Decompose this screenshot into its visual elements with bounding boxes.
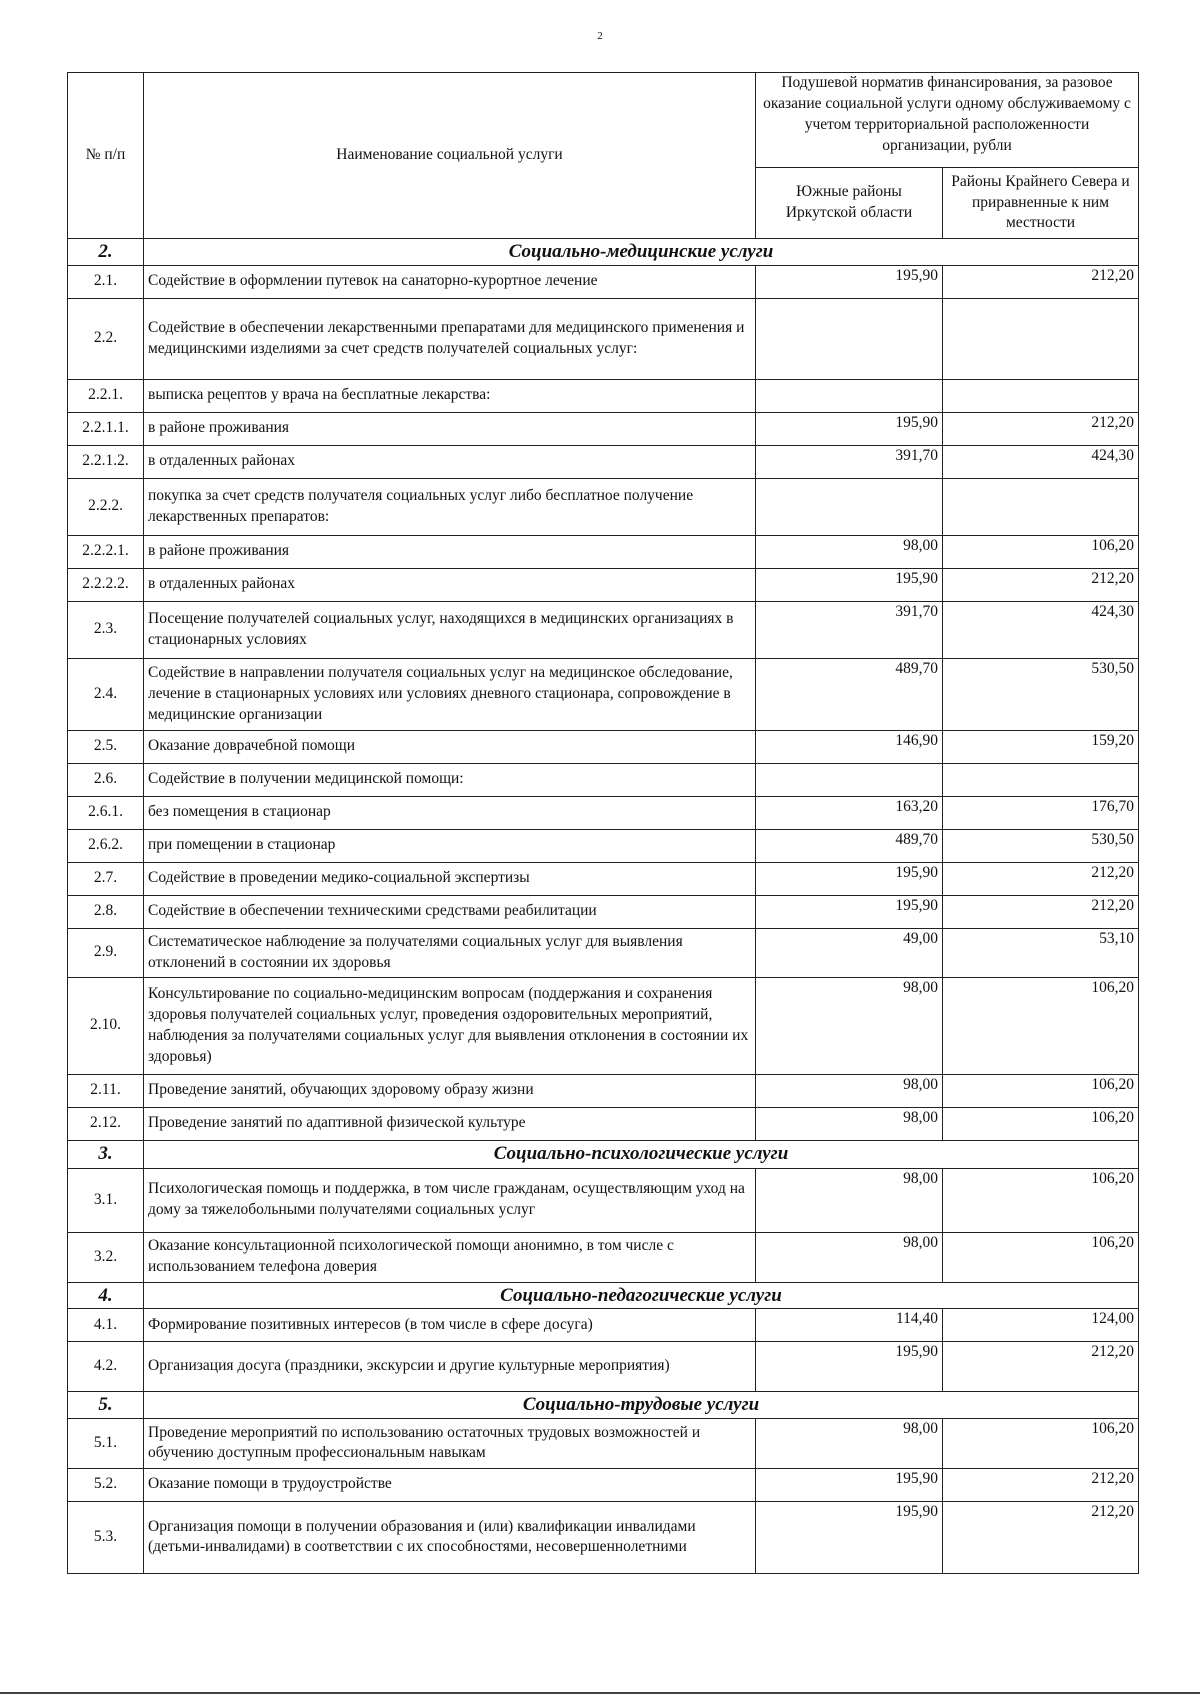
- service-number: 2.2.2.2.: [68, 568, 144, 601]
- table-row: [68, 1074, 1139, 1107]
- service-number: 2.9.: [68, 928, 144, 977]
- table-row: [68, 265, 1139, 298]
- south-price: 195,90: [756, 862, 943, 895]
- service-number: 4.1.: [68, 1309, 144, 1342]
- header-funding-norm: Подушевой норматив финансирования, за разовое оказание социальной услуги одному обслуживаемому с учетом территориальной расположенности организации, рубли: [756, 73, 1139, 168]
- table-row: [68, 895, 1139, 928]
- table-row: [68, 568, 1139, 601]
- table-row: [68, 1232, 1139, 1282]
- south-price: 163,20: [756, 796, 943, 829]
- north-price: 106,20: [943, 1074, 1139, 1107]
- south-price: 146,90: [756, 730, 943, 763]
- north-price: 212,20: [943, 862, 1139, 895]
- south-price: 195,90: [756, 1468, 943, 1501]
- table-body: [68, 239, 1139, 1574]
- service-number: 2.10.: [68, 977, 144, 1074]
- table-row: [68, 445, 1139, 478]
- north-price: [943, 763, 1139, 796]
- service-name: Проведение мероприятий по использованию остаточных трудовых возможностей и обучению доступным профессиональным навыкам: [144, 1418, 756, 1468]
- south-price: 195,90: [756, 412, 943, 445]
- table-row: [68, 796, 1139, 829]
- service-name: Проведение занятий, обучающих здоровому образу жизни: [144, 1074, 756, 1107]
- service-number: 2.6.: [68, 763, 144, 796]
- service-name: Содействие в проведении медико-социальной экспертизы: [144, 862, 756, 895]
- north-price: 212,20: [943, 265, 1139, 298]
- service-name: покупка за счет средств получателя социальных услуг либо бесплатное получение лекарственных препаратов:: [144, 478, 756, 535]
- service-name: Систематическое наблюдение за получателями социальных услуг для выявления отклонений в состоянии их здоровья: [144, 928, 756, 977]
- service-number: 5.3.: [68, 1501, 144, 1573]
- north-price: 212,20: [943, 1501, 1139, 1573]
- service-name: Формирование позитивных интересов (в том числе в сфере досуга): [144, 1309, 756, 1342]
- service-number: 2.7.: [68, 862, 144, 895]
- section-number: 2.: [68, 239, 144, 266]
- table-row: [68, 829, 1139, 862]
- service-number: 2.2.1.: [68, 379, 144, 412]
- page-number: 2: [597, 30, 603, 42]
- service-name: Посещение получателей социальных услуг, находящихся в медицинских организациях в стационарных условиях: [144, 601, 756, 658]
- service-name: Оказание помощи в трудоустройстве: [144, 1468, 756, 1501]
- south-price: 98,00: [756, 1418, 943, 1468]
- table-row: [68, 412, 1139, 445]
- service-name: в отдаленных районах: [144, 568, 756, 601]
- service-name: без помещения в стационар: [144, 796, 756, 829]
- north-price: 212,20: [943, 1342, 1139, 1392]
- service-name: Содействие в направлении получателя социальных услуг на медицинское обследование, лечение в стационарных условиях или условиях дневного стационара, сопровождение в медицинские организации: [144, 658, 756, 730]
- service-number: 2.2.: [68, 298, 144, 379]
- service-name: Содействие в оформлении путевок на санаторно-курортное лечение: [144, 265, 756, 298]
- header-number: № п/п: [68, 73, 144, 239]
- section-title: Социально-медицинские услуги: [144, 239, 1139, 266]
- section-number: 3.: [68, 1140, 144, 1168]
- table-row: [68, 1107, 1139, 1140]
- north-price: 53,10: [943, 928, 1139, 977]
- section-row: [68, 1392, 1139, 1419]
- service-name: Содействие в получении медицинской помощи:: [144, 763, 756, 796]
- north-price: 106,20: [943, 1168, 1139, 1232]
- service-name: Проведение занятий по адаптивной физической культуре: [144, 1107, 756, 1140]
- table-row: [68, 298, 1139, 379]
- section-row: [68, 1282, 1139, 1309]
- service-number: 2.2.2.: [68, 478, 144, 535]
- service-number: 5.1.: [68, 1418, 144, 1468]
- north-price: 530,50: [943, 829, 1139, 862]
- service-name: в отдаленных районах: [144, 445, 756, 478]
- service-number: 2.11.: [68, 1074, 144, 1107]
- service-number: 2.2.1.1.: [68, 412, 144, 445]
- service-name: в районе проживания: [144, 412, 756, 445]
- section-title: Социально-трудовые услуги: [144, 1392, 1139, 1419]
- north-price: 159,20: [943, 730, 1139, 763]
- section-title: Социально-педагогические услуги: [144, 1282, 1139, 1309]
- south-price: 391,70: [756, 601, 943, 658]
- north-price: 106,20: [943, 1107, 1139, 1140]
- table-row: [68, 658, 1139, 730]
- service-name: в районе проживания: [144, 535, 756, 568]
- north-price: 212,20: [943, 568, 1139, 601]
- south-price: 195,90: [756, 568, 943, 601]
- table-row: [68, 928, 1139, 977]
- table-row: [68, 862, 1139, 895]
- north-price: 124,00: [943, 1309, 1139, 1342]
- header-north-regions: Районы Крайнего Севера и приравненные к ним местности: [943, 168, 1139, 239]
- north-price: 424,30: [943, 445, 1139, 478]
- table-row: [68, 535, 1139, 568]
- north-price: 106,20: [943, 1418, 1139, 1468]
- service-number: 2.6.2.: [68, 829, 144, 862]
- service-name: Оказание консультационной психологической помощи анонимно, в том числе с использованием телефона доверия: [144, 1232, 756, 1282]
- service-number: 3.1.: [68, 1168, 144, 1232]
- services-table: [67, 72, 1139, 1574]
- table-header: [68, 73, 1139, 239]
- south-price: [756, 478, 943, 535]
- north-price: [943, 298, 1139, 379]
- south-price: [756, 379, 943, 412]
- north-price: [943, 478, 1139, 535]
- table-row: [68, 379, 1139, 412]
- south-price: 195,90: [756, 265, 943, 298]
- north-price: 212,20: [943, 412, 1139, 445]
- service-name: при помещении в стационар: [144, 829, 756, 862]
- south-price: 98,00: [756, 535, 943, 568]
- north-price: 212,20: [943, 895, 1139, 928]
- service-name: Психологическая помощь и поддержка, в том числе гражданам, осуществляющим уход на дому за тяжелобольными получателями социальных услуг: [144, 1168, 756, 1232]
- section-title: Социально-психологические услуги: [144, 1140, 1139, 1168]
- table-row: [68, 730, 1139, 763]
- section-row: [68, 1140, 1139, 1168]
- table-row: [68, 977, 1139, 1074]
- north-price: 212,20: [943, 1468, 1139, 1501]
- service-number: 5.2.: [68, 1468, 144, 1501]
- service-name: Организация досуга (праздники, экскурсии и другие культурные мероприятия): [144, 1342, 756, 1392]
- south-price: 49,00: [756, 928, 943, 977]
- service-number: 2.3.: [68, 601, 144, 658]
- header-service-name: Наименование социальной услуги: [144, 73, 756, 239]
- south-price: 98,00: [756, 1107, 943, 1140]
- service-name: Содействие в обеспечении лекарственными препаратами для медицинского применения и медицинскими изделиями за счет средств получателей социальных услуг:: [144, 298, 756, 379]
- table-row: [68, 1309, 1139, 1342]
- service-number: 2.6.1.: [68, 796, 144, 829]
- south-price: 98,00: [756, 1074, 943, 1107]
- section-number: 5.: [68, 1392, 144, 1419]
- service-number: 2.4.: [68, 658, 144, 730]
- service-number: 2.5.: [68, 730, 144, 763]
- south-price: 98,00: [756, 1232, 943, 1282]
- table-row: [68, 763, 1139, 796]
- section-row: [68, 239, 1139, 266]
- table-row: [68, 478, 1139, 535]
- north-price: 106,20: [943, 535, 1139, 568]
- service-name: выписка рецептов у врача на бесплатные лекарства:: [144, 379, 756, 412]
- table-row: [68, 601, 1139, 658]
- header-south-regions: Южные районы Иркутской области: [756, 168, 943, 239]
- service-name: Организация помощи в получении образования и (или) квалификации инвалидами (детьми-инвалидами) в соответствии с их способностями, несовершеннолетними: [144, 1501, 756, 1573]
- table-row: [68, 1468, 1139, 1501]
- service-number: 2.2.2.1.: [68, 535, 144, 568]
- service-number: 4.2.: [68, 1342, 144, 1392]
- service-name: Консультирование по социально-медицинским вопросам (поддержания и сохранения здоровья получателей социальных услуг, проведения оздоровительных мероприятий, наблюдения за получателями социальных услуг для выявления отклонения в состоянии их здоровья): [144, 977, 756, 1074]
- service-number: 2.2.1.2.: [68, 445, 144, 478]
- service-name: Содействие в обеспечении техническими средствами реабилитации: [144, 895, 756, 928]
- south-price: 195,90: [756, 895, 943, 928]
- service-number: 2.12.: [68, 1107, 144, 1140]
- south-price: 114,40: [756, 1309, 943, 1342]
- north-price: 106,20: [943, 977, 1139, 1074]
- south-price: 98,00: [756, 977, 943, 1074]
- south-price: 195,90: [756, 1342, 943, 1392]
- north-price: 424,30: [943, 601, 1139, 658]
- table-row: [68, 1168, 1139, 1232]
- south-price: 489,70: [756, 829, 943, 862]
- north-price: 530,50: [943, 658, 1139, 730]
- south-price: 98,00: [756, 1168, 943, 1232]
- south-price: 391,70: [756, 445, 943, 478]
- table-row: [68, 1342, 1139, 1392]
- page-bottom-edge: [0, 1692, 1200, 1694]
- service-number: 3.2.: [68, 1232, 144, 1282]
- table-row: [68, 1501, 1139, 1573]
- service-name: Оказание доврачебной помощи: [144, 730, 756, 763]
- north-price: [943, 379, 1139, 412]
- table-row: [68, 1418, 1139, 1468]
- south-price: 489,70: [756, 658, 943, 730]
- section-number: 4.: [68, 1282, 144, 1309]
- north-price: 106,20: [943, 1232, 1139, 1282]
- north-price: 176,70: [943, 796, 1139, 829]
- south-price: [756, 298, 943, 379]
- service-number: 2.8.: [68, 895, 144, 928]
- south-price: 195,90: [756, 1501, 943, 1573]
- south-price: [756, 763, 943, 796]
- service-number: 2.1.: [68, 265, 144, 298]
